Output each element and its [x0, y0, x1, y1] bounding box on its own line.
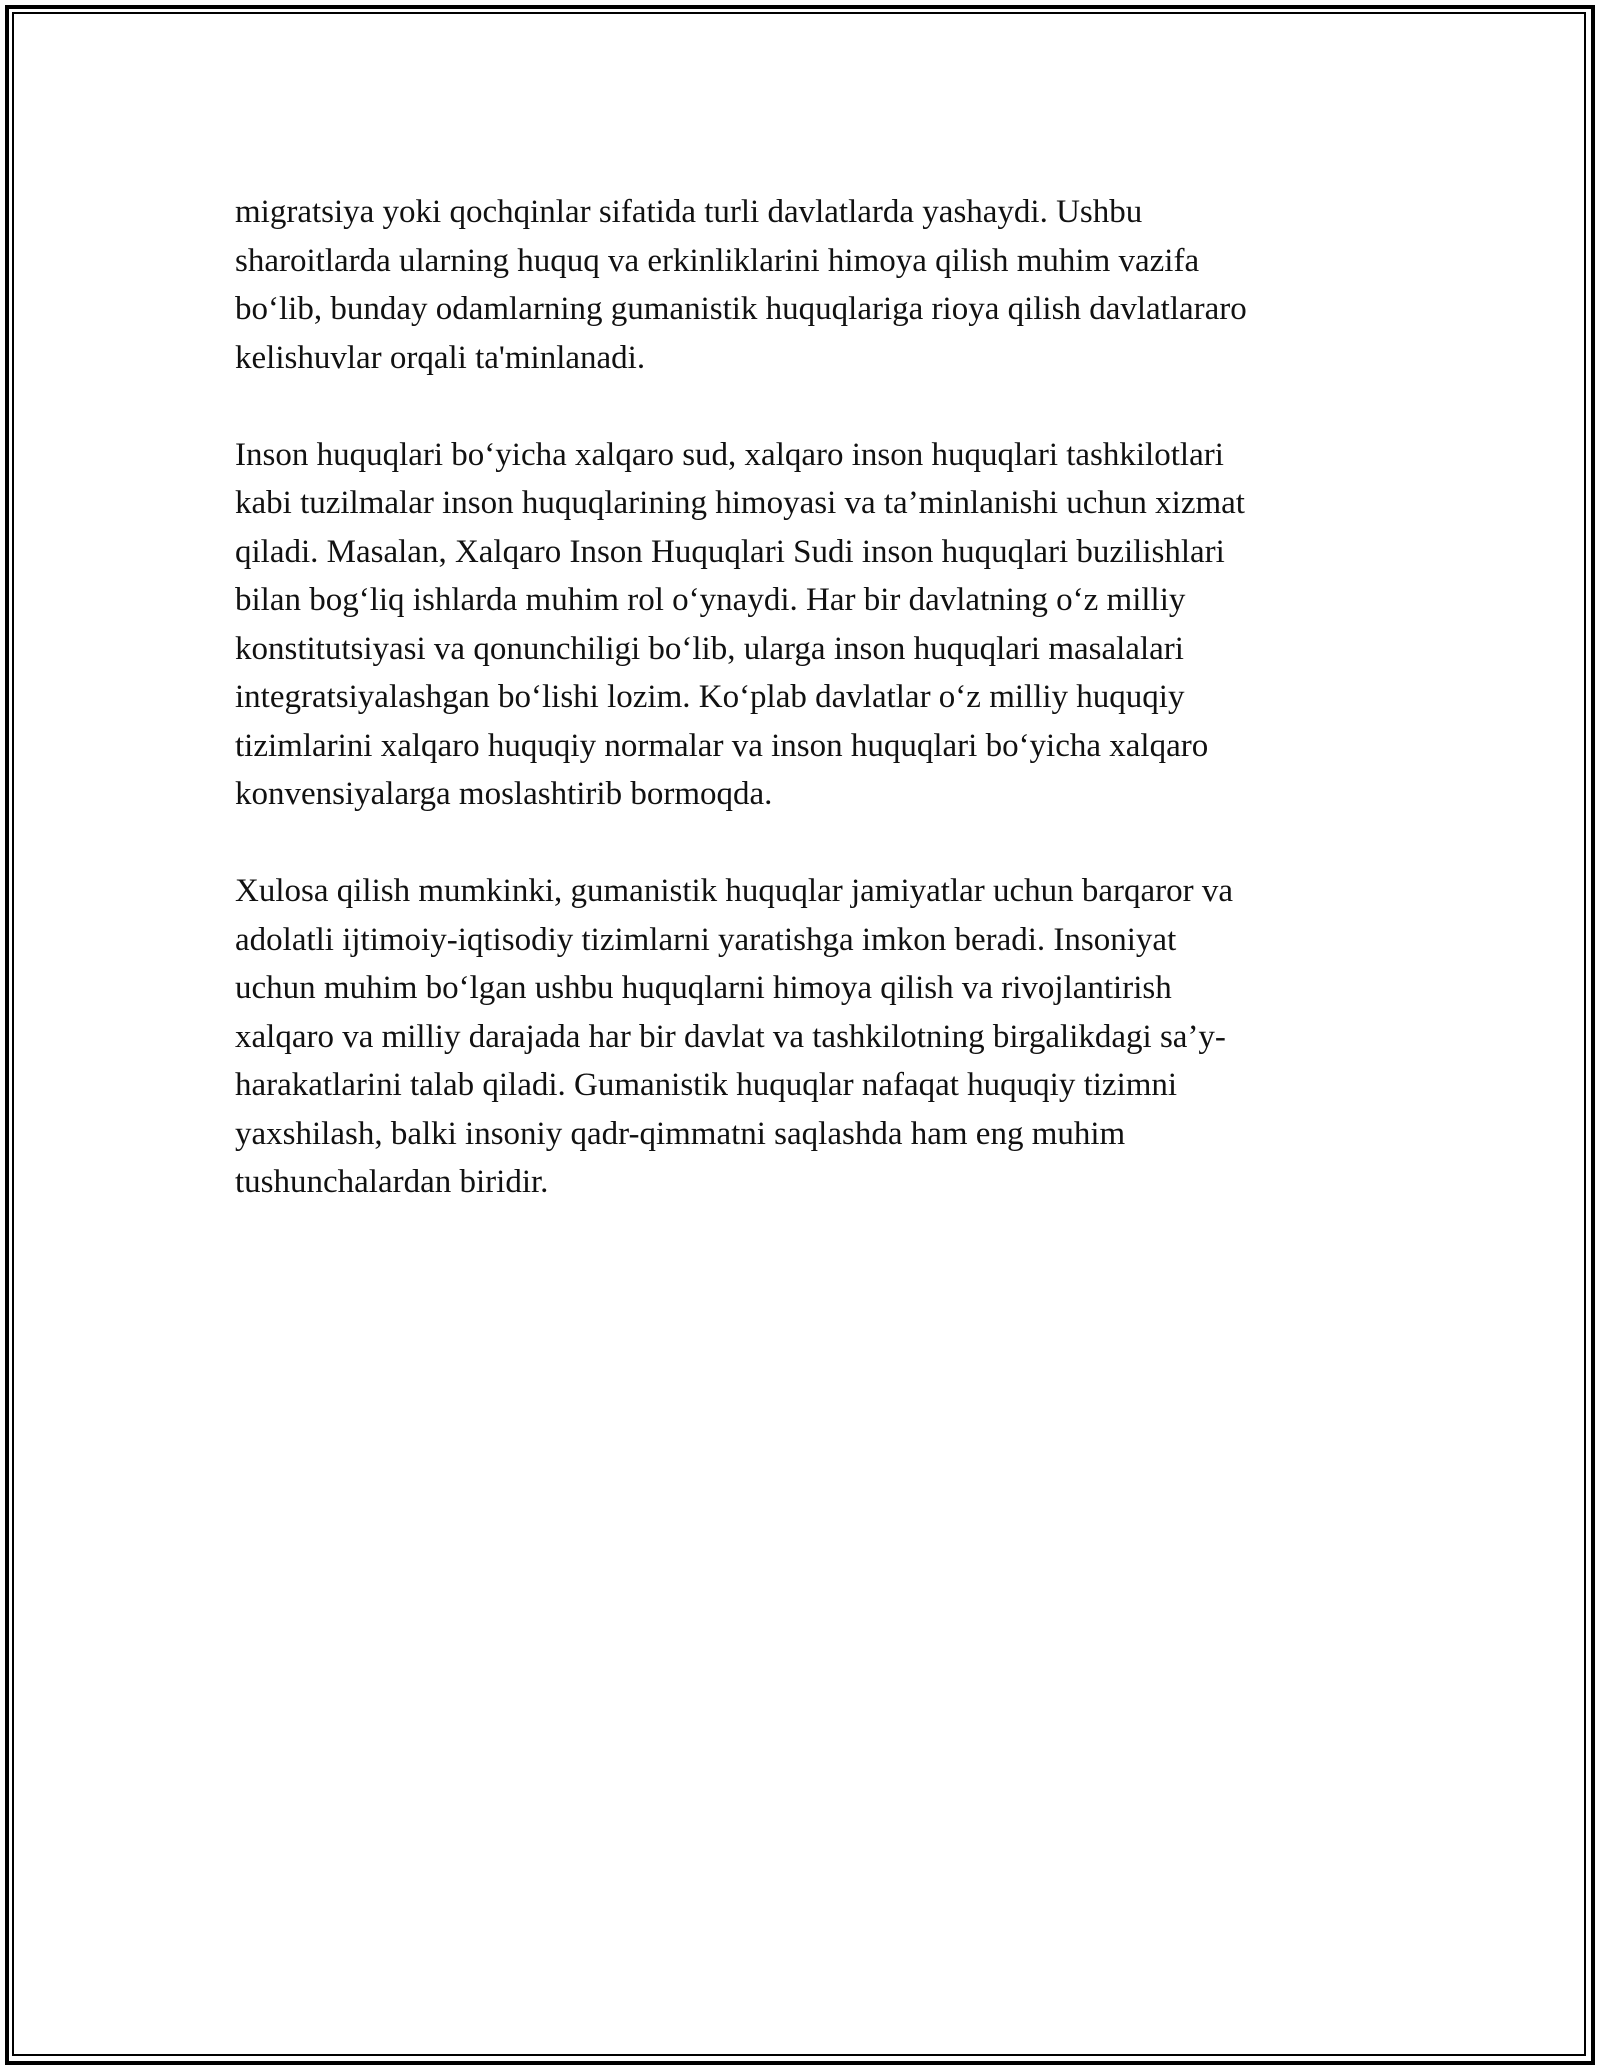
document-body — [235, 188, 1370, 1255]
text-line: kabi tuzilmalar inson huquqlarining himoyasi va ta’minlanishi uchun xizmat — [235, 485, 1245, 521]
text-line: konstitutsiyasi va qonunchiligi bo‘lib, ularga inson huquqlari masalalari — [235, 630, 1184, 667]
text-line: integratsiyalashgan bo‘lishi lozim. Ko‘plab davlatlar o‘z milliy huquqiy — [235, 679, 1185, 715]
text-line: harakatlarini talab qiladi. Gumanistik huquqlar nafaqat huquqiy tizimni — [235, 1067, 1178, 1103]
text-line: Xulosa qilish mumkinki, gumanistik huquqlar jamiyatlar uchun barqaror va — [235, 873, 1234, 909]
text-line: sharoitlarda ularning huquq va erkinliklarini himoya qilish muhim vazifa — [235, 242, 1200, 279]
text-line: tushunchalardan biridir. — [235, 1164, 549, 1200]
paragraph-2 — [235, 431, 1370, 819]
text-line: Inson huquqlari bo‘yicha xalqaro sud, xalqaro inson huquqlari tashkilotlari — [235, 436, 1224, 473]
text-line: kelishuvlar orqali ta'minlanadi. — [235, 339, 646, 376]
text-line: konvensiyalarga moslashtirib bormoqda. — [235, 776, 773, 812]
text-line: migratsiya yoki qochqinlar sifatida turli davlatlarda yashaydi. Ushbu — [235, 194, 1143, 230]
text-line: adolatli ijtimoiy-iqtisodiy tizimlarni yaratishga imkon beradi. Insoniyat — [235, 921, 1177, 958]
text-line: bilan bog‘liq ishlarda muhim rol o‘ynaydi. Har bir davlatning o‘z milliy — [235, 582, 1186, 618]
text-line: bo‘lib, bunday odamlarning gumanistik huquqlariga rioya qilish davlatlararo — [235, 291, 1247, 327]
text-line: yaxshilash, balki insoniy qadr-qimmatni saqlashda ham eng muhim — [235, 1115, 1126, 1152]
text-line: tizimlarini xalqaro huquqiy normalar va inson huquqlari bo‘yicha xalqaro — [235, 727, 1209, 764]
text-line: qiladi. Masalan, Xalqaro Inson Huquqlari Sudi inson huquqlari buzilishlari — [235, 533, 1225, 570]
text-line: xalqaro va milliy darajada har bir davlat va tashkilotning birgalikdagi sa’y- — [235, 1018, 1226, 1055]
text-line: uchun muhim bo‘lgan ushbu huquqlarni himoya qilish va rivojlantirish — [235, 970, 1172, 1006]
paragraph-3 — [235, 867, 1370, 1207]
paragraph-1 — [235, 188, 1370, 382]
